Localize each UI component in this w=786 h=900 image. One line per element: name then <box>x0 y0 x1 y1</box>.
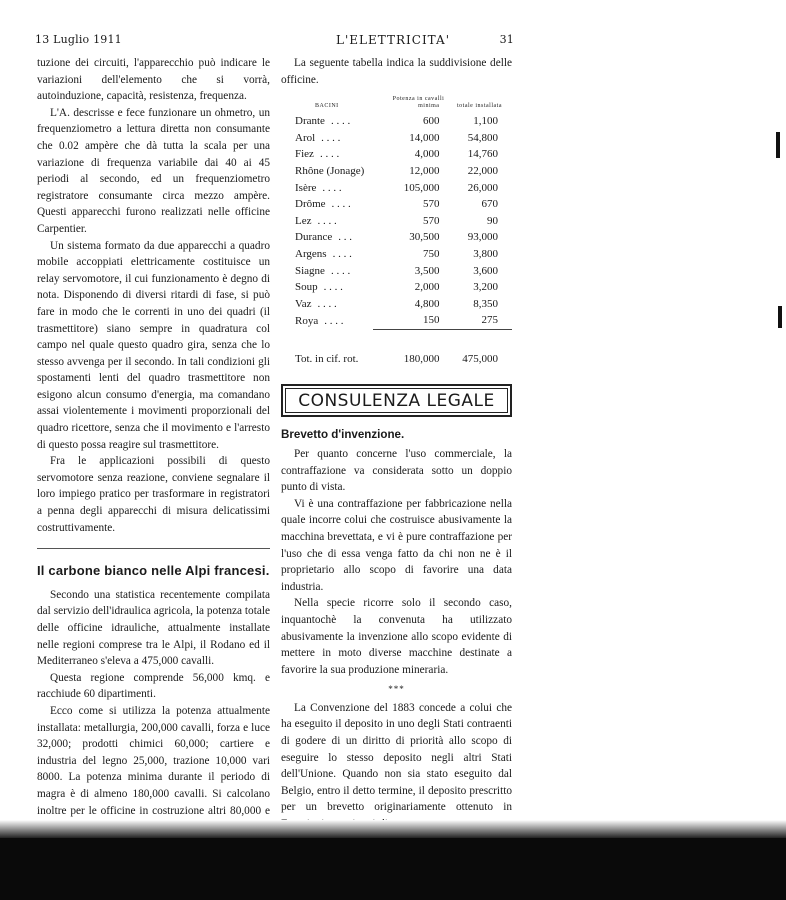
table-row <box>281 163 512 180</box>
header-page-number: 31 <box>499 33 514 46</box>
basin-total-power: 90 <box>487 214 498 227</box>
paragraph: L'A. descrisse e fece funzionare un ohmetro, un frequenziometro a lettura diretta non consumante che 0.02 ampère che dà tutta la scala per una variazione di frequenza variabile dai 40 ai 45 periodi al secondo, ed un frequenziometro registratore consumante circa mezzo ampère. Questi apparecchi furono realizzati nelle officine Carpentier. <box>37 106 270 235</box>
basin-name <box>281 163 373 180</box>
basin-name <box>281 113 373 130</box>
table-header-total: totale installata <box>457 103 502 110</box>
basin-total-power: 670 <box>481 198 498 211</box>
leader-dots: . . . . <box>317 214 337 227</box>
table-row <box>281 263 512 280</box>
leader-dots: . . . . <box>317 297 337 310</box>
leader-dots: . . . . <box>330 115 351 128</box>
basin-name <box>281 196 373 213</box>
table-row <box>281 296 512 313</box>
basin-min-power: 4,800 <box>414 297 440 310</box>
basin-min-power: 105,000 <box>403 181 440 194</box>
basin-name <box>281 229 373 246</box>
table-header-min-label: minima <box>418 103 440 110</box>
basin-min-power: 3,500 <box>414 264 440 277</box>
scan-edge-mark <box>776 132 780 158</box>
table-row <box>281 312 512 329</box>
table-row <box>281 130 512 147</box>
basin-label: Lez <box>295 214 312 227</box>
section-banner <box>281 384 512 418</box>
paragraph: Ecco come si utilizza la potenza attualmente installata: metallurgia, 200,000 cavalli, forza e luce 32,000; prodotti chimici 60,000; cartiere e industria del legno 25,000, trazione 10,000 vari 8000. La potenza minima durante il periodo di magra è di almeno 180,000 cavalli. Si calcolano inoltre per le officine in costruzione altri 80,000 e <box>37 704 270 817</box>
basin-min-power: 12,000 <box>409 164 440 177</box>
basin-label: Arol <box>295 131 316 144</box>
leader-dots: . . . . <box>321 131 341 144</box>
right-column <box>281 55 512 899</box>
paragraph: Fra le applicazioni possibili di questo servomotore senza reazione, conviene segnalare il loro impiego pratico per trasformare in registratori a penna degli apparecchi di misura delicatissimi costruttivamente. <box>37 455 270 534</box>
basin-min-power: 150 <box>422 314 440 327</box>
basin-name <box>281 296 373 313</box>
paragraph: Questa regione comprende 56,000 kmq. e racchiude 60 dipartimenti. <box>37 671 270 701</box>
table-row <box>281 146 512 163</box>
table-total-row <box>281 345 512 368</box>
table-row <box>281 246 512 263</box>
basin-name <box>281 146 373 163</box>
leader-dots: . . . . <box>332 247 352 260</box>
basin-label: Vaz <box>295 297 312 310</box>
total-min: 180,000 <box>403 353 440 366</box>
basin-total-power: 3,600 <box>473 264 498 277</box>
basin-min-power: 750 <box>422 247 440 260</box>
basin-total-power: 14,760 <box>467 148 498 161</box>
basin-min-power: 14,000 <box>409 131 440 144</box>
banner-text: CONSULENZA LEGALE <box>285 388 508 414</box>
basin-total-power: 3,200 <box>473 281 498 294</box>
basin-total-power: 275 <box>481 314 498 327</box>
basin-name <box>281 130 373 147</box>
basin-name <box>281 213 373 230</box>
table-row <box>281 113 512 130</box>
basin-label: Argens <box>295 247 327 260</box>
scan-shadow-band <box>0 838 786 900</box>
paragraph: Nella specie ricorre solo il secondo caso, inquantochè la convenuta ha utilizzato abusivamente la invenzione allo scopo evidente di mettere in moto diverse macchine destinate a favorire la sua produzione mineraria. <box>281 597 512 676</box>
leader-dots: . . . . <box>319 148 340 161</box>
table-row <box>281 229 512 246</box>
basin-label: Drante <box>295 115 325 128</box>
basin-label: Rhône (Jonage) <box>295 164 365 177</box>
paragraph: tuzione dei circuiti, l'apparecchio può indicare le variazioni dell'elemento che si vorrà, autoinduzione, capacità, resistenza, frequenza. <box>37 57 270 103</box>
basin-label: Fiez <box>295 148 314 161</box>
basin-min-power: 2,000 <box>414 281 440 294</box>
basin-name <box>281 312 373 329</box>
basin-name <box>281 180 373 197</box>
basin-total-power: 22,000 <box>467 164 498 177</box>
asterism: *** <box>388 684 405 695</box>
basin-label: Durance <box>295 231 333 244</box>
table-row <box>281 279 512 296</box>
basin-total-power: 26,000 <box>467 181 498 194</box>
empty-rule-row <box>281 329 512 345</box>
paragraph: La seguente tabella indica la suddivisione delle officine. <box>281 57 512 86</box>
header-date: 13 Luglio 1911 <box>35 33 122 46</box>
table-row <box>281 180 512 197</box>
basin-total-power: 3,800 <box>473 247 498 260</box>
table-rule <box>373 329 452 345</box>
header-journal-title: L'ELETTRICITA' <box>336 33 450 47</box>
table-rule <box>451 329 512 345</box>
paragraph: Un sistema formato da due apparecchi a quadro mobile accoppiati elettricamente costituisce un relay servomotore, il cui funzionamento è degno di nota. Disponendo di diversi ritardi di fase, si può fare in modo che le correnti in uno dei quadri (il trasmettitore) siano sempre in quadratura col campo nel quale questo quadro gira, senza che lo stesso avvenga per il secondo. In tali condizioni gli spostamenti lenti del quadro trasmettitore non esigono alcun consumo d'energia, ma comandano assai violentemente i movimenti proporzionali del quadro ricettore, senza che il movimento e l'arresto di questo possa reagire sul trasmettitore. <box>37 239 270 451</box>
basin-name <box>281 263 373 280</box>
basin-min-power: 4,000 <box>414 148 440 161</box>
basin-total-power: 1,100 <box>473 115 498 128</box>
section-divider <box>37 548 270 549</box>
paragraph: Secondo una statistica recentemente compilata dal servizio dell'idraulica agricola, la potenza totale delle officine idrauliche, attualmente installate nelle regioni comprese tra le Alpi, il Rodano ed il Mediterraneo s'eleva a 475,000 cavalli. <box>37 588 270 668</box>
paragraph: La Convenzione del 1883 concede a colui che ha eseguito il deposito in uno degli Stati contraenti di godere di un diritto di priorità allo scopo di eseguire lo stesso deposito negli altri Stati dell'Unione. Quando non sia stato eseguito dal Belgio, entro il detto termine, il deposito prescritto per un brevetto originariamente ottenuto in <box>281 701 512 814</box>
basins-table <box>281 96 512 368</box>
leader-dots: . . . . <box>331 198 351 211</box>
table-header-basin: BACINI <box>315 103 339 110</box>
table-body <box>281 113 512 329</box>
basin-min-power: 600 <box>422 115 440 128</box>
table-row <box>281 196 512 213</box>
left-column <box>37 55 270 852</box>
leader-dots: . . . <box>338 231 353 244</box>
basin-min-power: 570 <box>422 198 440 211</box>
leader-dots: . . . . <box>322 181 342 194</box>
table-header-top: Potenza in cavalli <box>392 96 445 103</box>
paragraph: Per quanto concerne l'uso commerciale, la contraffazione va considerata sotto un doppio punto di vista. <box>281 447 512 494</box>
leader-dots: . . . . <box>323 281 343 294</box>
basin-total-power: 54,800 <box>467 131 498 144</box>
table-row <box>281 213 512 230</box>
paragraph: Vi è una contraffazione per fabbricazione nella quale incorre colui che costruisce abusivamente la macchina brevettata, e vi è pure contraffazione per l'uso che di essa venga fatto da chi non ne è il proprietario allo scopo di favorire una data industria. <box>281 497 512 593</box>
scan-edge-mark <box>778 306 782 328</box>
total-label: Tot. in cif. rot. <box>295 353 359 366</box>
basin-total-power: 93,000 <box>467 231 498 244</box>
scan-shadow-fade <box>0 820 786 840</box>
basin-name <box>281 279 373 296</box>
basin-label: Isère <box>295 181 317 194</box>
section-title: Il carbone bianco nelle Alpi francesi. <box>37 563 270 579</box>
leader-dots: . . . . <box>330 264 351 277</box>
basin-min-power: 570 <box>422 214 440 227</box>
basin-label: Siagne <box>295 264 325 277</box>
basin-label: Drôme <box>295 198 326 211</box>
leader-dots: . . . . <box>324 314 344 327</box>
basin-label: Roya <box>295 314 319 327</box>
basin-label: Soup <box>295 281 318 294</box>
basin-min-power: 30,500 <box>409 231 440 244</box>
basin-total-power: 8,350 <box>473 297 498 310</box>
sub-title: Brevetto d'invenzione. <box>281 428 405 442</box>
total-total: 475,000 <box>462 353 498 366</box>
basin-name <box>281 246 373 263</box>
table-header-min <box>373 96 452 113</box>
